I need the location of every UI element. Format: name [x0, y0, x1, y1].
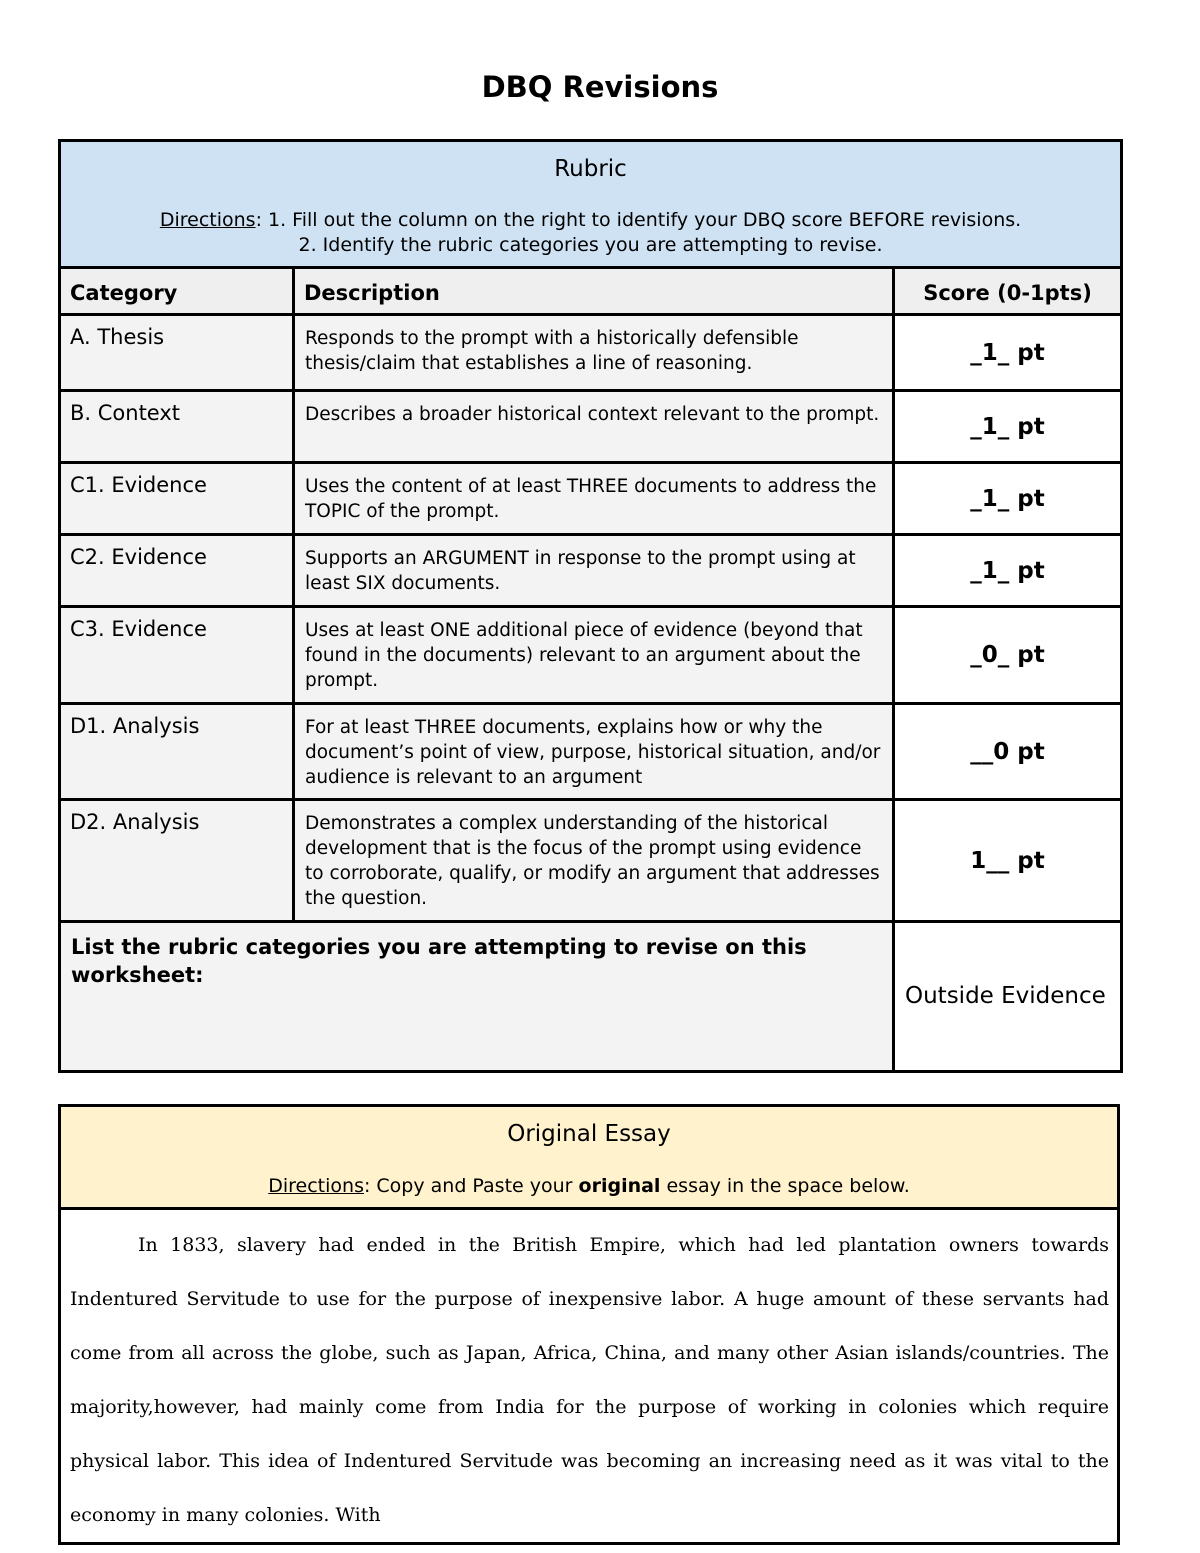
row-category: C3. Evidence [60, 607, 294, 704]
revise-categories-label: List the rubric categories you are attempting to revise on this worksheet: [60, 922, 894, 1072]
row-category: C2. Evidence [60, 535, 294, 607]
essay-title: Original Essay [507, 1121, 671, 1147]
column-header-category: Category [70, 281, 178, 305]
rubric-directions [61, 208, 1120, 258]
row-score: 1__ pt [894, 800, 1122, 922]
row-score: _1_ pt [894, 535, 1122, 607]
row-description: Responds to the prompt with a historically defensible thesis/claim that establishes a line of reasoning. [294, 315, 894, 391]
page-title: DBQ Revisions [481, 70, 719, 104]
essay-directions-label: Directions [268, 1175, 364, 1197]
table-row [60, 463, 1122, 535]
row-score: _1_ pt [894, 391, 1122, 463]
column-header-score: Score (0-1pts) [923, 281, 1092, 305]
row-description: Describes a broader historical context relevant to the prompt. [294, 391, 894, 463]
row-description: Uses the content of at least THREE documents to address the TOPIC of the prompt. [294, 463, 894, 535]
directions-line-1: : 1. Fill out the column on the right to identify your DBQ score BEFORE revisions. [255, 209, 1022, 231]
directions-label: Directions [159, 209, 256, 231]
row-score: _1_ pt [894, 463, 1122, 535]
essay-directions-before: : Copy and Paste your [363, 1175, 579, 1197]
table-row [60, 391, 1122, 463]
row-description: For at least THREE documents, explains how or why the document’s point of view, purpose, historical situation, and/or audience is relevant to an argument [294, 704, 894, 800]
table-row [60, 315, 1122, 391]
rubric-header [60, 141, 1122, 268]
revise-categories-field[interactable]: Outside Evidence [894, 922, 1122, 1072]
essay-directions-bold: original [578, 1175, 661, 1197]
table-row [60, 800, 1122, 922]
column-header-description: Description [304, 281, 440, 305]
row-description: Supports an ARGUMENT in response to the prompt using at least SIX documents. [294, 535, 894, 607]
essay-directions-after: essay in the space below. [660, 1175, 910, 1197]
row-score: _0_ pt [894, 607, 1122, 704]
table-row [60, 535, 1122, 607]
rubric-title: Rubric [554, 156, 627, 182]
row-score: _1_ pt [894, 315, 1122, 391]
revise-row [60, 922, 1122, 1072]
row-category: A. Thesis [60, 315, 294, 391]
row-category: B. Context [60, 391, 294, 463]
essay-paragraph: In 1833, slavery had ended in the British Empire, which had led plantation owners towards Indentured Servitude to use for the purpose of inexpensive labor. A huge amount of these servants had come from all across the globe, such as Japan, Africa, China, and many other Asian islands/countries. The majority,however, had mainly come from India for the purpose of working in colonies which require physical labor. This idea of Indentured Servitude was becoming an increasing need as it was vital to the economy in many colonies. With [70, 1234, 1109, 1526]
table-row [60, 607, 1122, 704]
table-row [60, 704, 1122, 800]
essay-table [58, 1104, 1120, 1545]
row-category: D1. Analysis [60, 704, 294, 800]
essay-text-area[interactable] [60, 1209, 1119, 1544]
row-category: D2. Analysis [60, 800, 294, 922]
essay-header [60, 1106, 1119, 1209]
row-description: Demonstrates a complex understanding of the historical development that is the focus of the prompt using evidence to corroborate, qualify, or modify an argument that addresses the question. [294, 800, 894, 922]
row-category: C1. Evidence [60, 463, 294, 535]
row-score: __0 pt [894, 704, 1122, 800]
column-header-row [60, 268, 1122, 315]
essay-directions [61, 1175, 1117, 1197]
row-description: Uses at least ONE additional piece of evidence (beyond that found in the documents) relevant to an argument about the prompt. [294, 607, 894, 704]
rubric-table [58, 139, 1123, 1073]
directions-line-2: 2. Identify the rubric categories you are attempting to revise. [298, 234, 883, 256]
